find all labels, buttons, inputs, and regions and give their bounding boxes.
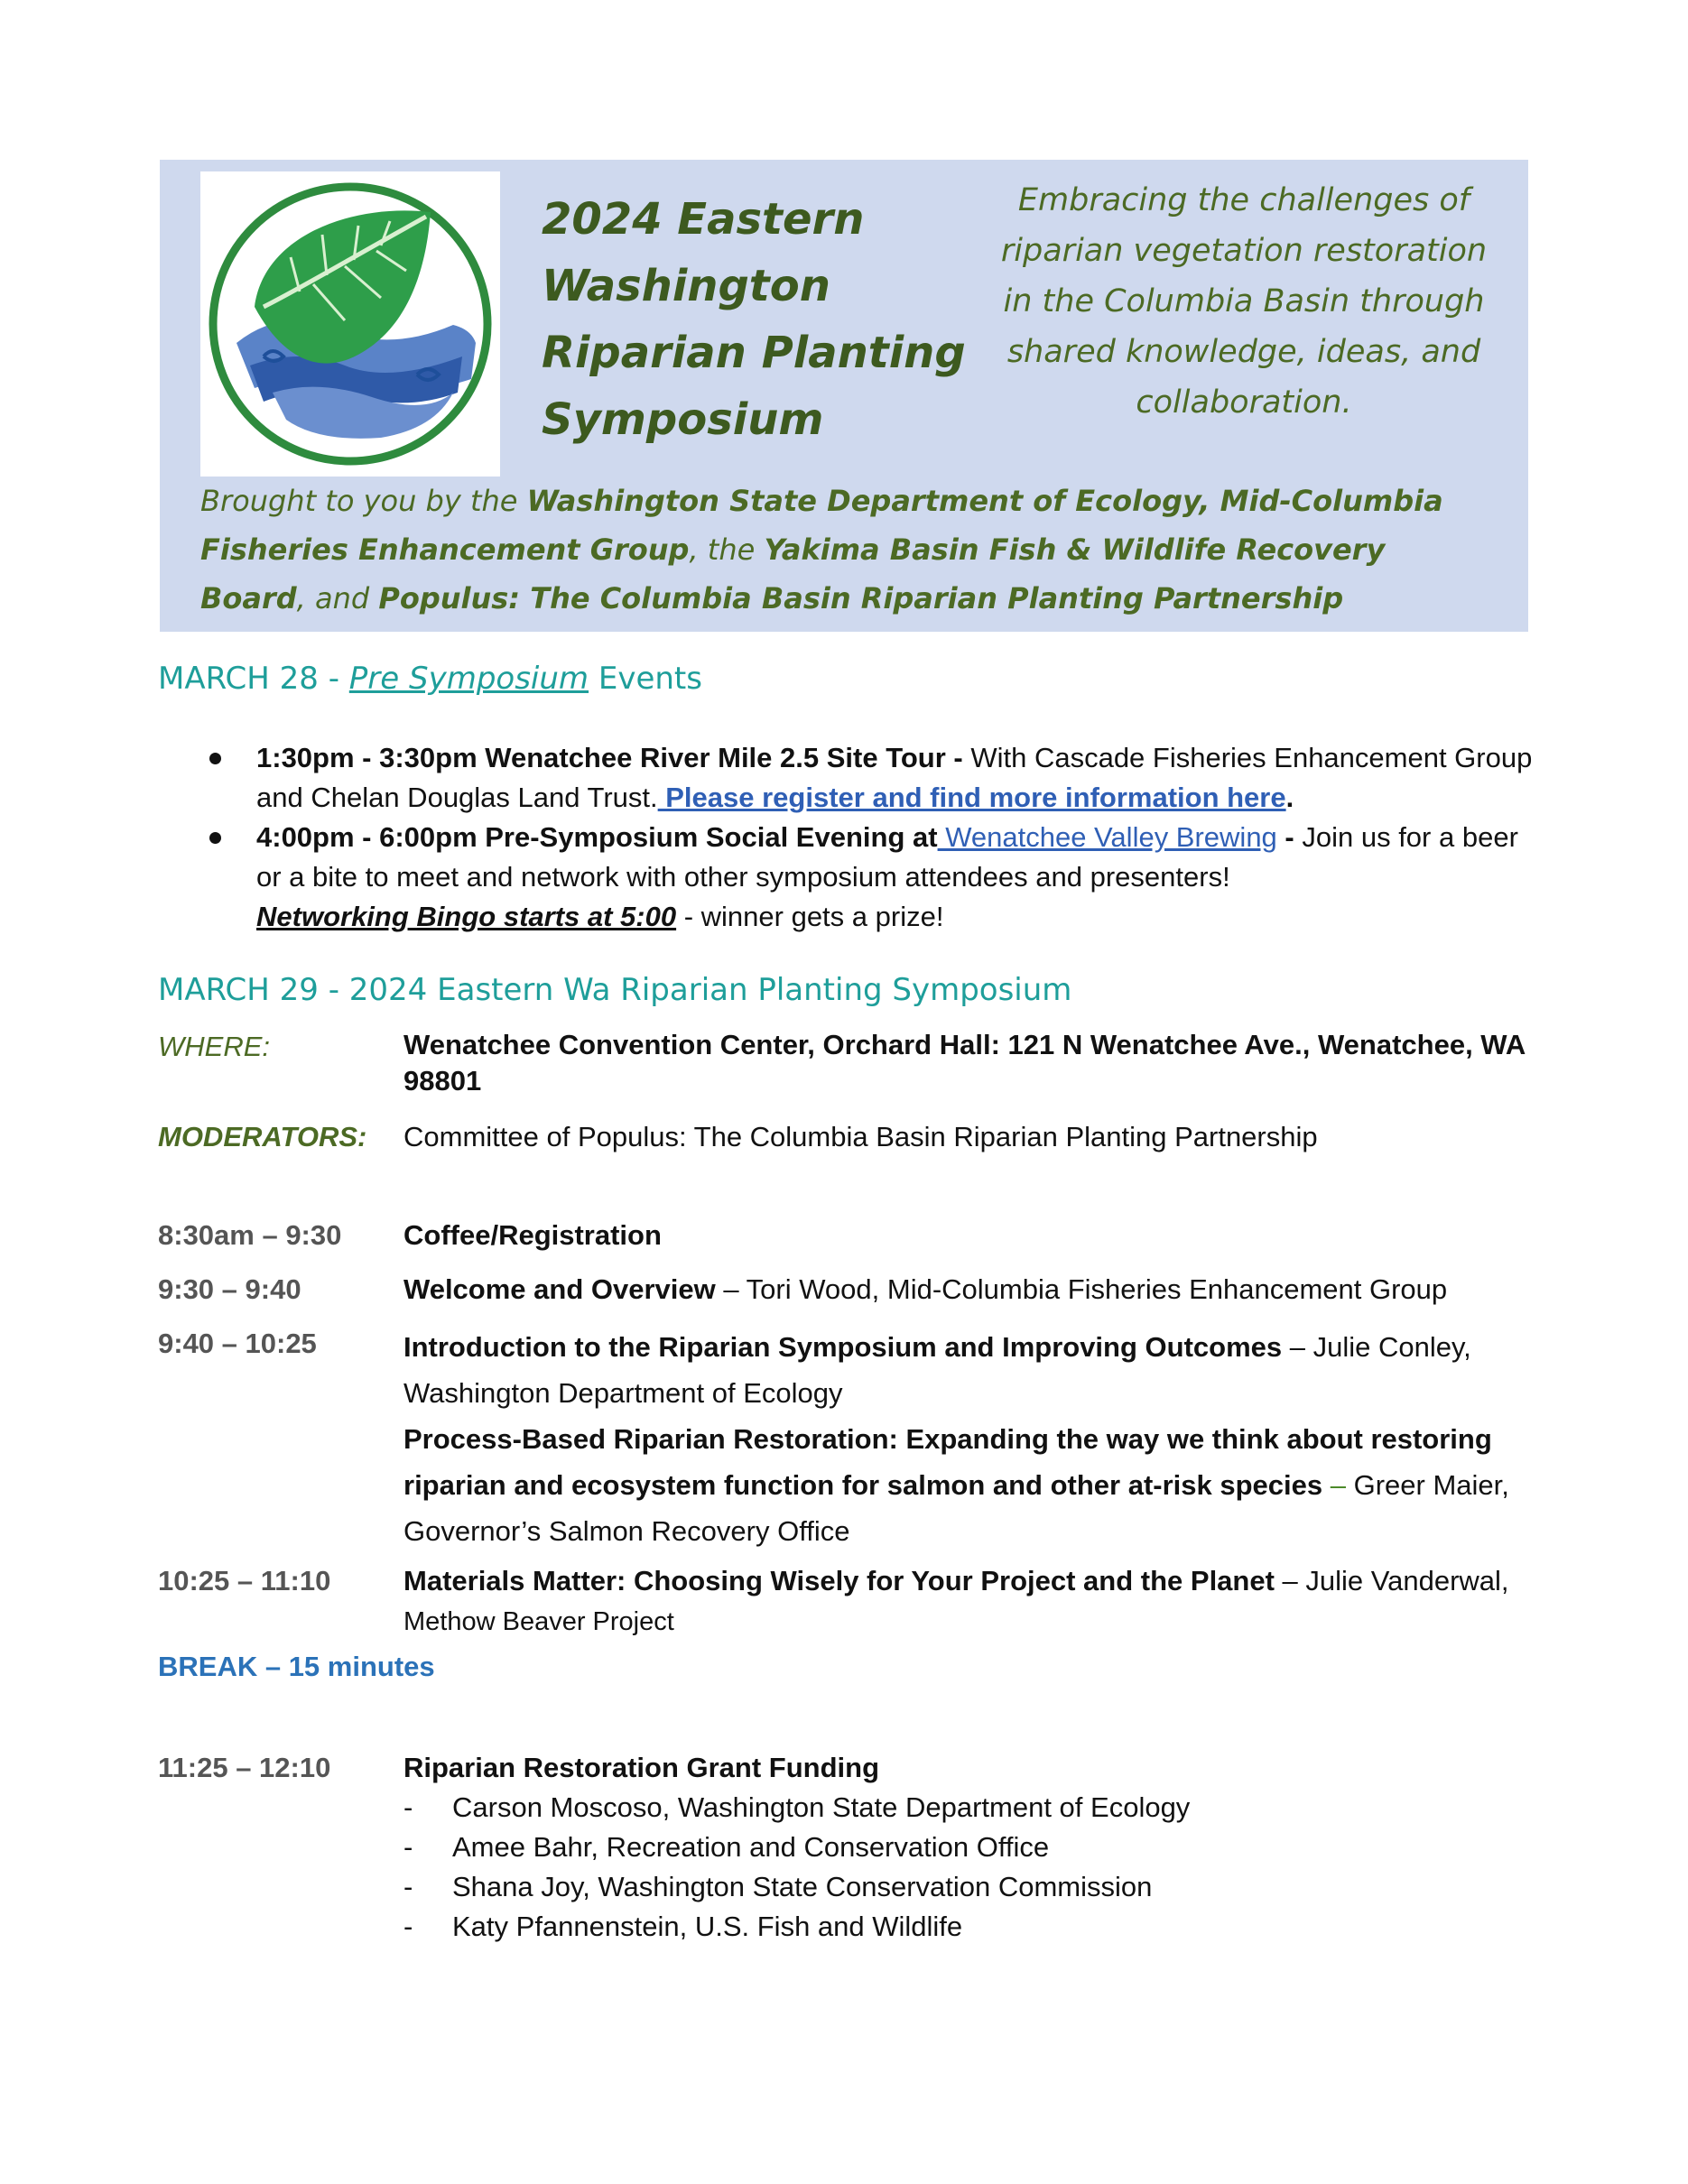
event-social-evening	[209, 818, 1545, 937]
leaf-logo-icon	[200, 171, 500, 477]
schedule-title: Materials Matter: Choosing Wisely for Your Project and the Planet	[403, 1565, 1275, 1596]
schedule-org: Methow Beaver Project	[403, 1607, 674, 1636]
schedule-time: 9:30 – 9:40	[158, 1273, 301, 1305]
schedule-title: Introduction to the Riparian Symposium and Improving Outcomes	[403, 1331, 1283, 1363]
credit-org-ecology-mcfeg: Washington State Department of Ecology, Mid-Columbia Fisheries Enhancement Group	[200, 484, 1443, 567]
credit-sep-2: , and	[296, 581, 379, 615]
schedule-time: 10:25 – 11:10	[158, 1565, 331, 1596]
march28-heading-prefix: MARCH 28 -	[158, 661, 349, 697]
banner-title: 2024 Eastern Washington Riparian Planting Symposium	[542, 194, 966, 445]
register-link[interactable]: Please register and find more information here	[657, 782, 1286, 813]
schedule-time: 9:40 – 10:25	[158, 1328, 317, 1359]
schedule-title: Coffee/Registration	[403, 1219, 662, 1251]
banner-tagline: Embracing the challenges of riparian vegetation restoration in the Columbia Basin through shared knowledge, ideas, and collaboration.	[1000, 182, 1488, 421]
schedule-title: Process-Based Riparian Restoration: Expanding the way we think about restoring riparian and ecosystem function for salmon and other at-risk species	[403, 1423, 1492, 1501]
credit-prefix: Brought to you by the	[200, 484, 527, 518]
brewing-link[interactable]: Wenatchee Valley Brewing	[937, 821, 1277, 853]
event-site-tour-text: With Cascade Fisheries Enhancement Group and Chelan Douglas Land Trust.	[256, 742, 1533, 813]
schedule-detail: Greer Maier, Governor’s Salmon Recovery Office	[403, 1469, 1509, 1547]
schedule-detail: – Julie Vanderwal,	[1274, 1565, 1509, 1596]
break-label: BREAK – 15 minutes	[158, 1651, 435, 1682]
event-site-tour-title: 1:30pm - 3:30pm Wenatchee River Mile 2.5 Site Tour -	[256, 742, 963, 773]
event-social-title: 4:00pm - 6:00pm Pre-Symposium Social Evening at	[256, 821, 938, 853]
moderators-value: Committee of Populus: The Columbia Basin Riparian Planting Partnership	[403, 1121, 1318, 1152]
event-site-tour	[209, 738, 1545, 818]
speaker-list	[403, 1788, 1568, 1947]
event-site-tour-tail: .	[1285, 782, 1294, 813]
march28-heading-suffix: Events	[589, 661, 702, 697]
where-label: WHERE:	[158, 1031, 270, 1062]
schedule-time: 8:30am – 9:30	[158, 1219, 342, 1251]
speaker-item: - Amee Bahr, Recreation and Conservation Office	[403, 1828, 1568, 1867]
symposium-logo	[200, 171, 500, 477]
march28-heading-emph: Pre Symposium	[348, 661, 589, 697]
schedule-dash: –	[1322, 1469, 1354, 1501]
schedule-detail: – Julie Conley, Washington Department of Ecology	[403, 1331, 1471, 1409]
event-social-tail: - winner gets a prize!	[676, 901, 944, 932]
grant-session-title: Riparian Restoration Grant Funding	[403, 1752, 880, 1783]
speaker-item: - Katy Pfannenstein, U.S. Fish and Wildlife	[403, 1907, 1568, 1947]
credit-org-populus: Populus: The Columbia Basin Riparian Planting Partnership	[378, 581, 1344, 615]
networking-bingo: Networking Bingo starts at 5:00	[256, 901, 677, 932]
grant-session-time: 11:25 – 12:10	[158, 1752, 331, 1783]
credit-sep-1: , the	[689, 532, 765, 567]
event-social-dash: -	[1276, 821, 1294, 853]
moderators-label: MODERATORS:	[158, 1121, 367, 1152]
credit-org-yakima: Yakima Basin Fish & Wildlife Recovery Board	[200, 532, 1386, 615]
schedule-detail: – Tori Wood, Mid-Columbia Fisheries Enhancement Group	[715, 1273, 1448, 1305]
march28-heading	[158, 661, 702, 697]
schedule-title: Welcome and Overview	[403, 1273, 716, 1305]
where-value: Wenatchee Convention Center, Orchard Hall: 121 N Wenatchee Ave., Wenatchee, WA 98801	[403, 1029, 1526, 1097]
march29-heading: MARCH 29 - 2024 Eastern Wa Riparian Planting Symposium	[158, 972, 1072, 1008]
banner-credit	[200, 477, 1500, 623]
speaker-item: - Carson Moscoso, Washington State Department of Ecology	[403, 1788, 1568, 1828]
speaker-item: - Shana Joy, Washington State Conservation Commission	[403, 1867, 1568, 1907]
pre-symposium-event-list	[209, 738, 1545, 937]
event-social-text: Join us for a beer or a bite to meet and network with other symposium attendees and presenters!	[256, 821, 1518, 893]
